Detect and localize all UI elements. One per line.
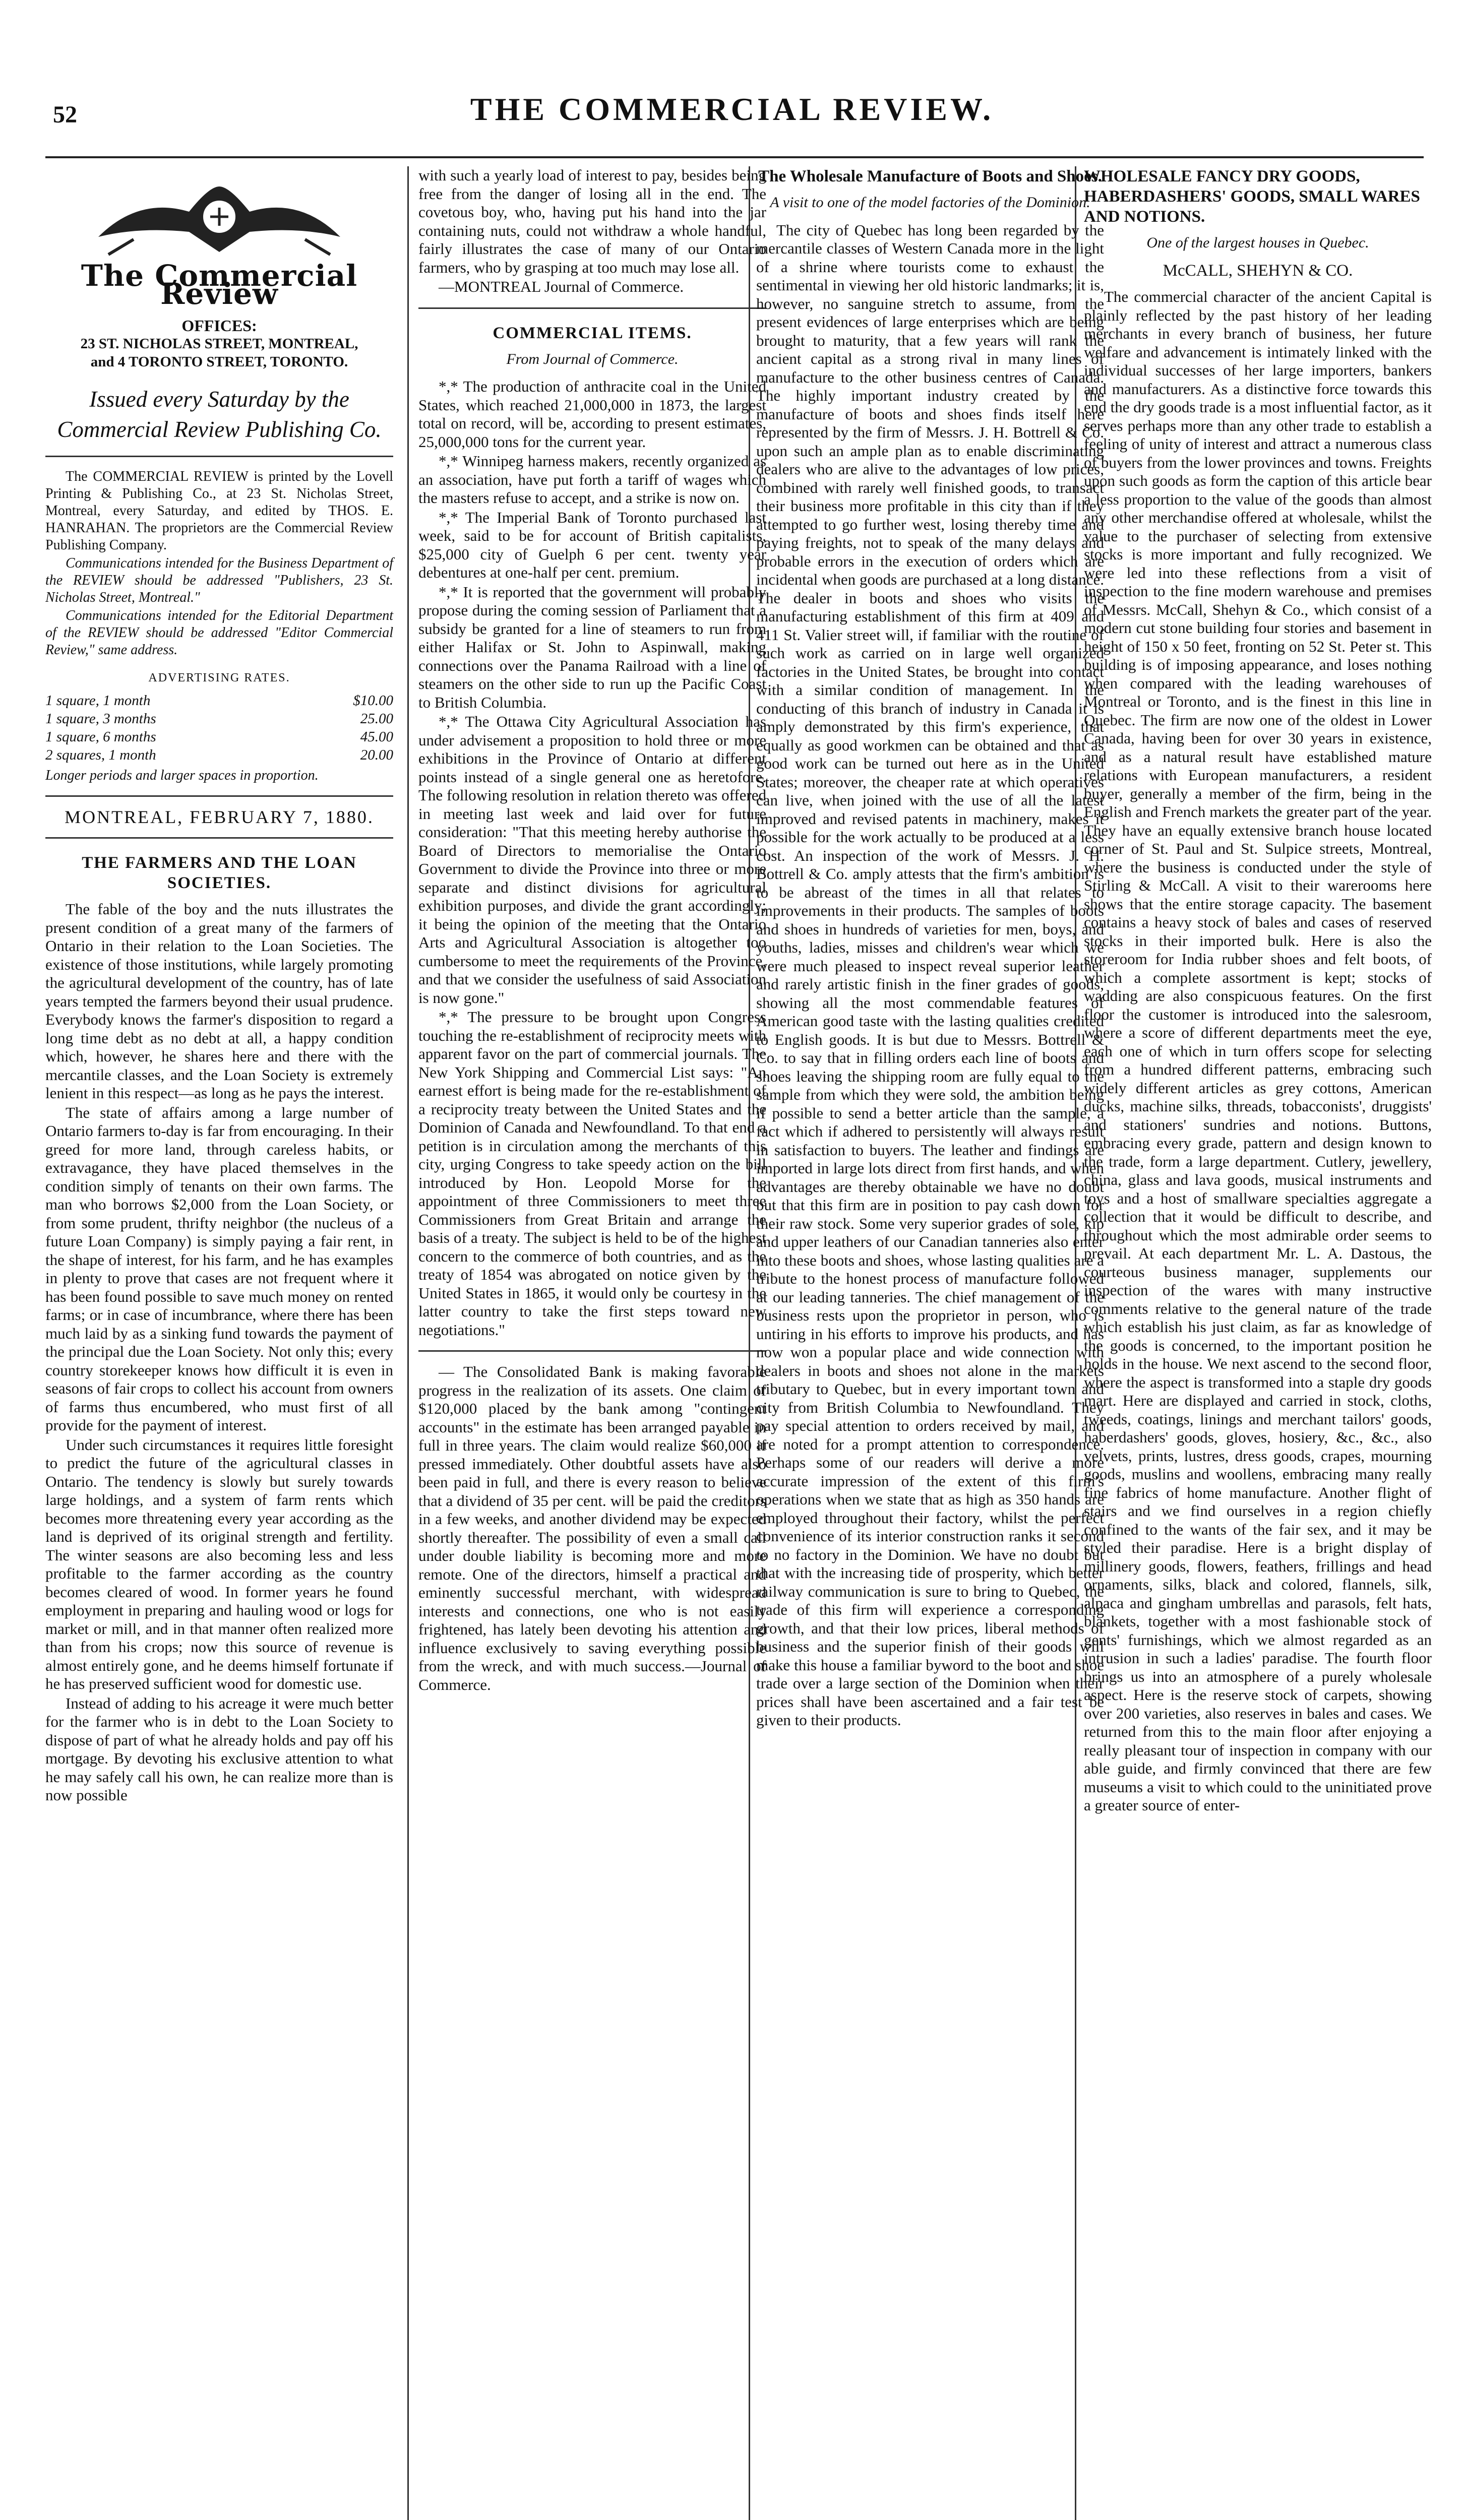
column-divider [407,166,409,2520]
news-item: *,* Winnipeg harness makers, recently organized as an association, have put forth a tariff of wages which the masters refuse to accept, and a strike is now on. [418,452,766,507]
article-subtitle-drygoods: One of the largest houses in Quebec. [1146,234,1369,251]
news-item: *,* The Ottawa City Agricultural Association has under advisement a proposition to hold three or more exhibitions in the Province of Ontario at different points instead of a single general one as heretofore. The following resolution in relation thereto was offered in meeting last week and laid over for future consideration: "That this meeting hereby authorise the Board of Directors to memorialise the Ontario Government to divide the Province into three or more separate and distinct divisions for agricultural exhibition purposes, and divide the grant accordingly; it being the opinion of the meeting that the Ontario Arts and Agricultural Association is altogether too cumbersome to meet the requirements of the Province, and that we consider the usefulness of said Association is now gone." [418,713,766,1006]
commercial-items-source: From Journal of Commerce. [506,350,679,367]
article-paragraph: The city of Quebec has long been regarded by the mercantile classes of Western Canada more in the light of a shrine where tourists come to exhaust the sentimental in viewing her old historic landmarks; it is, however, no sanguine stretch to assume, from the present evidences of large enterprises which are being brought to maturity, that a few years will rank the ancient capital as a strong rival in many lines of manufacture to the other business centres of Canada. The highly important industry created by the manufacture of boots and shoes finds itself here represented by the firm of Messrs. J. H. Bottrell & Co. upon such an ample plan as to enable discriminating dealers who are alive to the advantages of low prices, combined with rarely well finished goods, to transact their business more profitable in this city than if they attempted to go further west, losing thereby time and paying freights, not to speak of the many delays and probable errors in the execution of orders which are incidental when goods are purchased at a long distance. The dealer in boots and shoes who visits the manufacturing establishment of this firm at 409 and 411 St. Valier street will, if familiar with the routine of such work as carried on in large well organized factories in the United States, be brought into contact with a similar condition of management. In the conducting of this branch of industry in Canada it is amply demonstrated by this firm's experience, that equally as good workmen can be obtained and that as good work can be turned out here as in the United States; moreover, the cheaper rate at which operatives can live, when joined with the use of all the latest improved and revised patents in machinery, makes it possible for the work actually to be produced at a less cost. An inspection of the work of Messrs. J. H. Bottrell & Co. amply attests that the firm's ambition is to be abreast of the times in all that relates to improvements in their products. The samples of boots and shoes in hundreds of varieties for men, boys, and youths, ladies, misses and children's wear which we were much pleased to inspect reveal superior leather and rarely artistic finish in the finer grades of goods, showing all the most commendable features of American good taste with the lasting qualities credited to English goods. It is but due to Messrs. Bottrell & Co. to say that in filling orders each line of boots and shoes leaving the shipping room are fully equal to the sample from which they were sold, the ambition being if possible to send a better article than the sample, a fact which if adhered to persistently will always result in satisfaction to buyers. The leather and findings are imported in large lots direct from first hands, and when advantages are thereby obtainable we have no doubt but that this firm are in position to pay cash down for their raw stock. Some very superior grades of sole, kip and upper leathers of our Canadian tanneries also enter into these boots and shoes, whose lasting qualities are a tribute to the honest process of manufacture followed at our leading tanneries. The chief management of the business rests upon the proprietor in person, who is untiring in his efforts to improve his products, and has now won a popular place and wide connection with dealers in boots and shoes not alone in the markets tributary to Quebec, but in every important town and city from British Columbia to Newfoundland. They pay special attention to orders received by mail, and are noted for a prompt attention to correspondence. Perhaps some of our readers will derive a more accurate impression of the extent of this firm's operations when we state that as high as 350 hands are employed throughout their factory, whilst the perfect convenience of its interior construction ranks it second to no factory in the Dominion. We have no doubt but that with the increasing tide of prosperity, which better railway communication is sure to bring to Quebec, the trade of this firm will experience a corresponding growth, and that their low prices, liberal methods of business and the superior finish of their goods will make this house a familiar byword to the boot and shoe trade over a large section of the Dominion when their prices shall have been ascertained and a fair test be given to their products. [756,221,1104,1729]
address-montreal: 23 ST. NICHOLAS STREET, MONTREAL, [80,336,358,352]
article-subtitle-boots: A visit to one of the model factories of the Dominion. [770,194,1090,211]
divider [418,1350,766,1352]
article-paragraph: The state of affairs among a large number of Ontario farmers to-day is far from encouraging. In their greed for more land, through careless habits, or extravagance, they have placed themselves in the condition simply of tenants on their own farms. The man who borrows $2,000 from the Loan Society, or from some prudent, thrifty neighbor (the nucleus of a future Loan Company) is simply paying a fair rent, in the shape of interest, for his farm, and he has examples in plenty to prove that cases are not frequent where it has been found possible to save much money on rented farms; or in case of incumbrance, where there has been much laid by as a sinking fund towards the payment of the principal due the Loan Society. Not only this; every country storekeeper knows how difficult it is even in seasons of fair crops to collect his account from owners of farms thus encumbered, who must first of all provide for the payment of interest. [45,1103,393,1434]
advertising-rates-label: ADVERTISING RATES. [148,671,290,684]
printing-note: The COMMERCIAL REVIEW is printed by the Lovell Printing & Publishing Co., at 23 St. Nicholas Street, Montreal, every Saturday, and edited by THOS. E. HANRAHAN. The proprietors are the Commercial Review Publishing Company. [45,469,393,553]
article-continuation: with such a yearly load of interest to pay, besides being free from the danger of losing all in the end. The covetous boy, who, having put his hand into the jar containing nuts, could not withdraw a whole handful, fairly illustrates the case of many of our Ontario farmers, who by grasping at too much may lose all. [418,166,766,276]
running-title: THE COMMERCIAL REVIEW. [470,91,994,127]
firm-name: McCALL, SHEHYN & CO. [1163,261,1353,280]
coat-of-arms-icon [78,176,360,257]
dateline: MONTREAL, FEBRUARY 7, 1880. [65,806,374,827]
news-item: *,* The production of anthracite coal in the United States, which reached 21,000,000 in 1873, the largest total on record, will be, according to present estimates, 25,000,000 tons for the current year. [418,377,766,451]
news-item: *,* It is reported that the government will probably propose during the coming session of Parliament that a subsidy be granted for a line of steamers to run from either Halifax or St. John to Aspinwall, making connections over the Panama Railroad with a line of steamers on the other side to run up the Pacific Coast to British Columbia. [418,583,766,711]
rate-row: 1 square, 6 months 45.00 [45,728,393,745]
article-paragraph: The commercial character of the ancient Capital is plainly reflected by the past history of her leading merchants in every branch of business, her future welfare and advancement is intimately linked with the individual successes of her large importers, bankers and manufacturers. As a distinctive force towards this end the dry goods trade is a most influential factor, as it serves perhaps more than any other trade to establish a feeling of unity of interest and attract a numerous class of buyers from the lower provinces and towns. Freights upon such goods as form the caption of this article bear a less proportion to the value of the goods than almost any other merchandise offered at wholesale, whilst the value to the purchaser of selecting from extensive stocks is more important and fully recognized. We were led into these reflections from a visit of inspection to the fine modern warehouse and premises of Messrs. McCall, Shehyn & Co., which consist of a modern cut stone building four stories and basement in height of 150 x 50 feet, fronting on 52 St. Peter st. This building is of imposing appearance, and loses nothing when compared with the leading warehouses of Montreal or Toronto, and is the finest in this line in Quebec. The firm are now one of the oldest in Lower Canada, having been for over 30 years in existence, and as a natural result have established mature relations with European manufacturers, a resident buyer, generally a member of the firm, being in the English and French markets the greater part of the year. They have an equally extensive branch house located corner of St. Paul and St. Sulpice streets, Montreal, where the business is conducted under the style of Stirling & McCall. A visit to their warerooms here shows that the entire storage capacity. The basement contains a heavy stock of bales and cases of reserved stocks in their imported bulk. Here is also the storeroom for India rubber shoes and felt boots, of which a complete assortment is kept; stocks of wadding are also conspicuous features. On the first floor the customer is introduced into the salesroom, where a score of different departments meet the eye, each one of which in turn offers scope for selecting from a hundred different patterns, embracing such widely different articles as grey cottons, American ducks, machine silks, threads, tobacconists', druggists' and stationers' sundries and notions. Buttons, embracing every grade, pattern and design known to the trade, form a large department. Cutlery, jewellery, china, glass and lava goods, musical instruments and toys and a host of smallware specialties aggregate a collection that it would be difficult to describe, and throughout which the most admirable order seems to prevail. At each department Mr. L. A. Dastous, the courteous business manager, supplements our inspection of the wares with many instructive comments relative to the general nature of the trade which establish his just claim, as far as knowledge of the goods is concerned, to the important position he holds in the house. We next ascend to the second floor, where the aspect is transformed into a staple dry goods mart. Here are displayed and carried in stock, cloths, tweeds, coatings, linings and merchant tailors' goods, haberdashers' goods, gloves, hosiery, &c., &c., also velvets, prints, lustres, dress goods, crapes, mourning goods, muslins and woollens, embracing many really fine fabrics of home manufacture. Another flight of stairs and we find ourselves in a region chiefly confined to the wants of the fair sex, and it may be styled their paradise. Here is a bright display of millinery goods, flowers, feathers, frillings and head ornaments, silks, black and colored, flannels, silk, alpaca and gingham umbrellas and parasols, felt hats, blankets, together with a most fashionable stock of gents' furnishings, which we almost regarded as an intrusion in such a ladies' paradise. The fourth floor brings us into an atmosphere of a purely wholesale aspect. Here is the reserve stock of carpets, showing over 200 varieties, also reserves in bales and cases. We returned from this to the main floor after enjoying a really pleasant tour of inspection in company with our able guide, and firmly convinced that there are few museums a visit to which could to the uninitiated prove a greater source of enter- [1084,288,1432,1814]
divider [45,456,393,457]
masthead-title: The Commercial Review [81,258,358,311]
divider [45,795,393,797]
divider [45,837,393,839]
article-title-farmers: THE FARMERS AND THE LOAN SOCIETIES. [82,854,357,892]
rate-row: 1 square, 1 month $10.00 [45,692,393,709]
article-source: —MONTREAL Journal of Commerce. [439,278,684,295]
article-paragraph: Instead of adding to his acreage it were much better for the farmer who is in debt to the Loan Society to dispose of part of what he already holds and pay off his mortgage. By devoting his exclusive attention to what he may safely call his own, he can realize more than is now possible [45,1694,393,1804]
article-title-drygoods: WHOLESALE FANCY DRY GOODS, HABERDASHERS' GOODS, SMALL WARES AND NOTIONS. [1084,167,1420,226]
page-header [0,60,1464,136]
column-3 [756,166,1104,1731]
column-1 [45,166,393,1806]
commercial-items-title: COMMERCIAL ITEMS. [493,324,692,342]
rates-note: Longer periods and larger spaces in proportion. [45,767,319,783]
rate-row: 2 squares, 1 month 20.00 [45,746,393,763]
address-toronto: and 4 TORONTO STREET, TORONTO. [90,354,348,370]
rate-row: 1 square, 3 months 25.00 [45,710,393,727]
article-paragraph: The fable of the boy and the nuts illustrates the present condition of a great many of the farmers of Ontario in their relation to the Loan Societies. The existence of those institutions, while largely promoting the agricultural development of the country, has of late years tempted the farmers beyond their usual prudence. Everybody knows the farmer's disposition to regard a long time debt as no debt at all, a happy condition which, however, he shares here and there with the mercantile classes, and the Loan Society is extremely lenient in this respect—as long as he pays the interest. [45,900,393,1102]
divider [418,307,766,309]
news-item: — The Consolidated Bank is making favorable progress in the realization of its assets. One claim of $120,000 placed by the bank among "contingent accounts" in the estimate has been arranged payable in full in three years. The claim would realize $60,000 if pressed immediately. Other doubtful assets have also been paid in full, and there is every reason to believe that a dividend of 35 per cent. will be paid the creditors in a few weeks, and another dividend may be expected shortly thereafter. The possibility of even a small call under double liability is becoming more and more remote. One of the directors, himself a practical and eminently successful merchant, with widespread interests and connections, one who is not easily frightened, has lately been devoting his attention and influence exclusively to saving everything possible from the wreck, and with much success.—Journal of Commerce. [418,1363,766,1693]
header-rule [45,156,1424,158]
masthead [45,166,393,445]
news-item: *,* The pressure to be brought upon Congress touching the re-establishment of reciprocity meets with apparent favor on the part of commercial journals. The New York Shipping and Commercial List says: "An earnest effort is being made for the re-establishment of a reciprocity treaty between the United States and the Dominion of Canada and Newfoundland. To that end a petition is in circulation among the merchants of this city, urging Congress to take speedy action on the bill introduced by Hon. Leopold Morse for the appointment of three Commissioners to meet three Commissioners from Great Britain and arrange the basis of a treaty. The subject is held to be of the highest concern to the commerce of both countries, and as the treaty of 1854 was abrogated on notice given by the United States in 1865, it would only be courtesy in the latter country to take the first steps toward new negotiations." [418,1008,766,1339]
article-title-boots: The Wholesale Manufacture of Boots and Shoes. [758,167,1102,185]
news-item: *,* The Imperial Bank of Toronto purchased last week, said to be for account of British capitalists, $25,000 city of Guelph 6 per cent. twenty year debentures at one-half per cent. premium. [418,508,766,581]
editorial-note: Communications intended for the Editorial Department of the REVIEW should be addressed "Editor Commercial Review," same address. [45,608,393,658]
column-2 [418,166,766,1695]
advertising-rates-table [45,691,393,764]
column-4 [1084,166,1432,1816]
offices-label: OFFICES: [181,316,257,335]
article-paragraph: Under such circumstances it requires little foresight to predict the future of the agricultural classes in Ontario. The tendency is slowly but surely towards large holdings, and a system of farm rents which becomes more threatening every year according as the land is deprived of its original strength and fertility. The winter seasons are also becoming less and less profitable to the farmer according as the country becomes cleared of wood. In former years he found employment in preparing and hauling wood or logs for market or mill, and in that manner often realized more than from his crops; now this source of revenue is almost entirely gone, and he deems himself fortunate if he has preserved sufficient wood for domestic use. [45,1435,393,1692]
publication-schedule: Issued every Saturday by the Commercial Review Publishing Co. [57,387,382,442]
page-number: 52 [53,101,77,128]
business-note: Communications intended for the Business Department of the REVIEW should be addressed "Publishers, 23 St. Nicholas Street, Montreal." [45,555,393,605]
